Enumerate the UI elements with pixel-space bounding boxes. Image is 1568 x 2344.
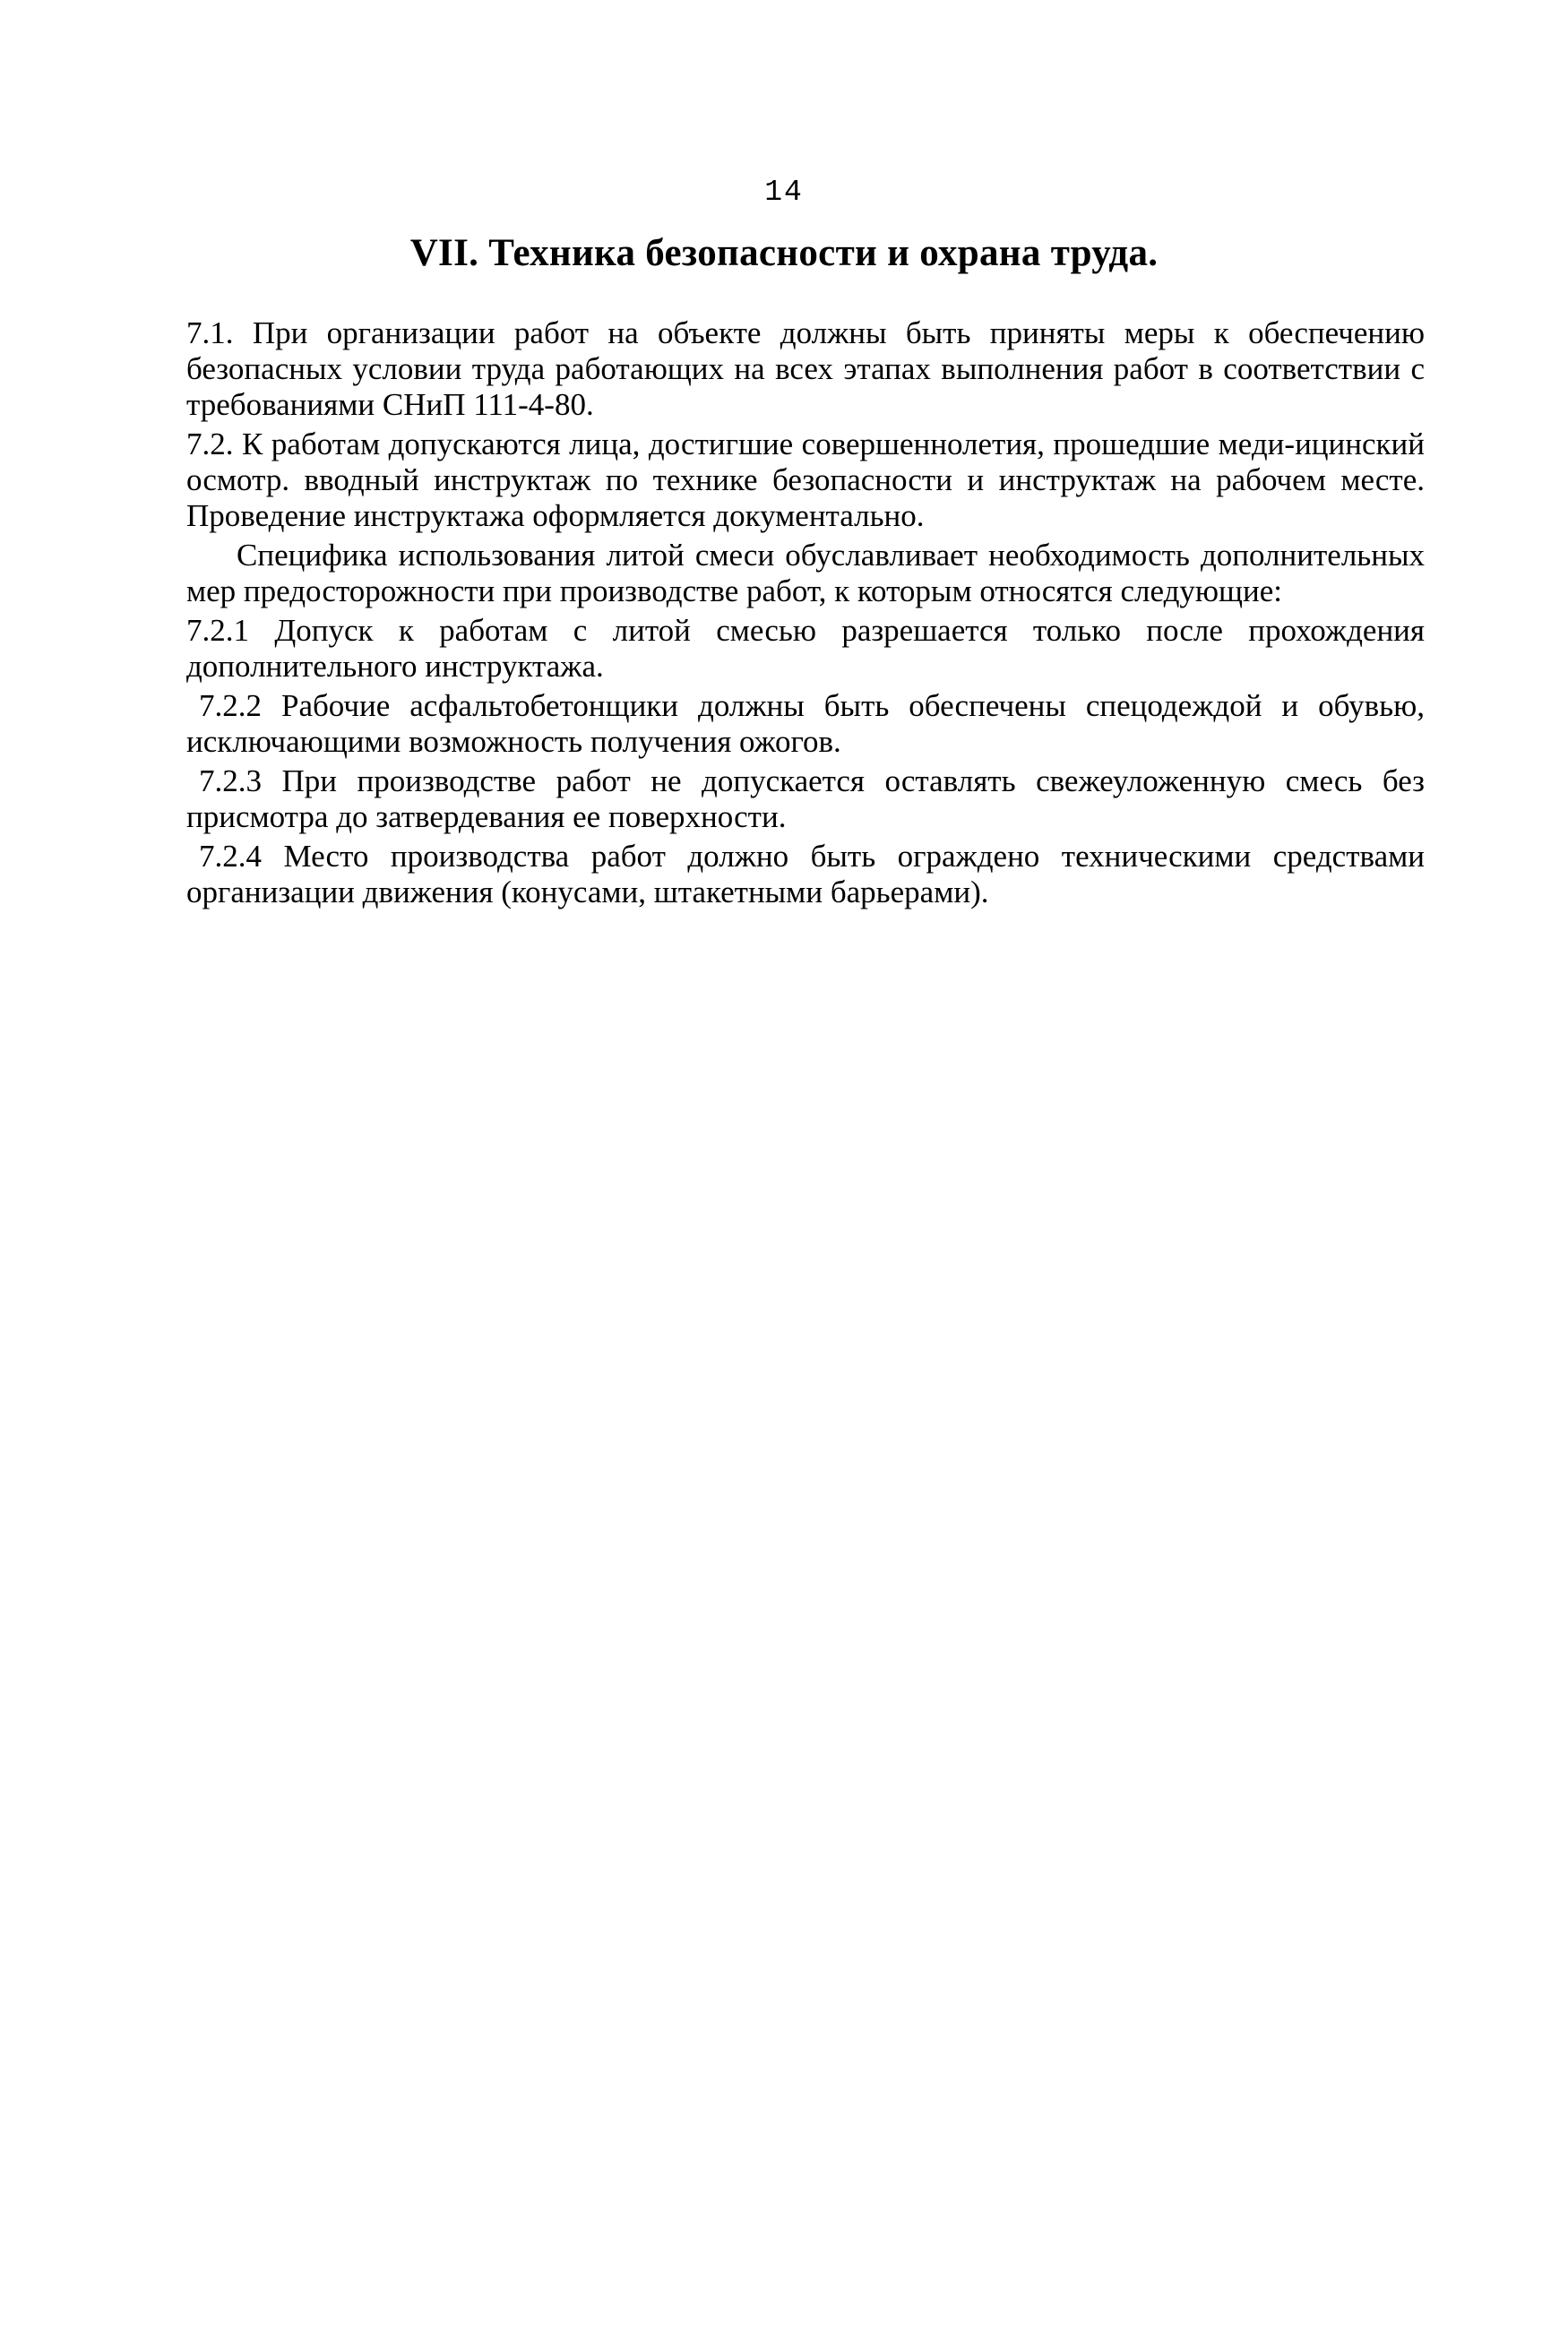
paragraph-7-2-3: 7.2.3 При производстве работ не допускается оставлять свежеуложенную смесь без присмотра до затвердевания ее поверхности. xyxy=(186,763,1425,834)
page-number: 14 xyxy=(764,176,804,209)
document-body xyxy=(186,315,1425,914)
paragraph-7-2-2: 7.2.2 Рабочие асфальтобетонщики должны быть обеспечены спецодеждой и обувью, исключающими возможность получения ожогов. xyxy=(186,688,1425,759)
paragraph-7-2: 7.2. К работам допускаются лица, достигшие совершеннолетия, прошедшие меди-ицинский осмотр. вводный инструктаж по технике безопасности и инструктаж на рабочем месте. Проведение инструктажа оформляется документально. xyxy=(186,427,1425,533)
paragraph-7-2-4: 7.2.4 Место производства работ должно быть ограждено техническими средствами организации движения (конусами, штакетными барьерами). xyxy=(186,839,1425,909)
section-title: VII. Техника безопасности и охрана труда. xyxy=(409,232,1159,274)
paragraph-specifics: Специфика использования литой смеси обуславливает необходимость дополнительных мер предосторожности при производстве работ, к которым относятся следующие: xyxy=(186,538,1425,608)
paragraph-7-1: 7.1. При организации работ на объекте должны быть приняты меры к обеспечению безопасных условии труда работающих на всех этапах выполнения работ в соответствии с требованиями СНиП 111-4-80. xyxy=(186,315,1425,422)
paragraph-7-2-1: 7.2.1 Допуск к работам с литой смесью разрешается только после прохождения дополнительного инструктажа. xyxy=(186,613,1425,684)
